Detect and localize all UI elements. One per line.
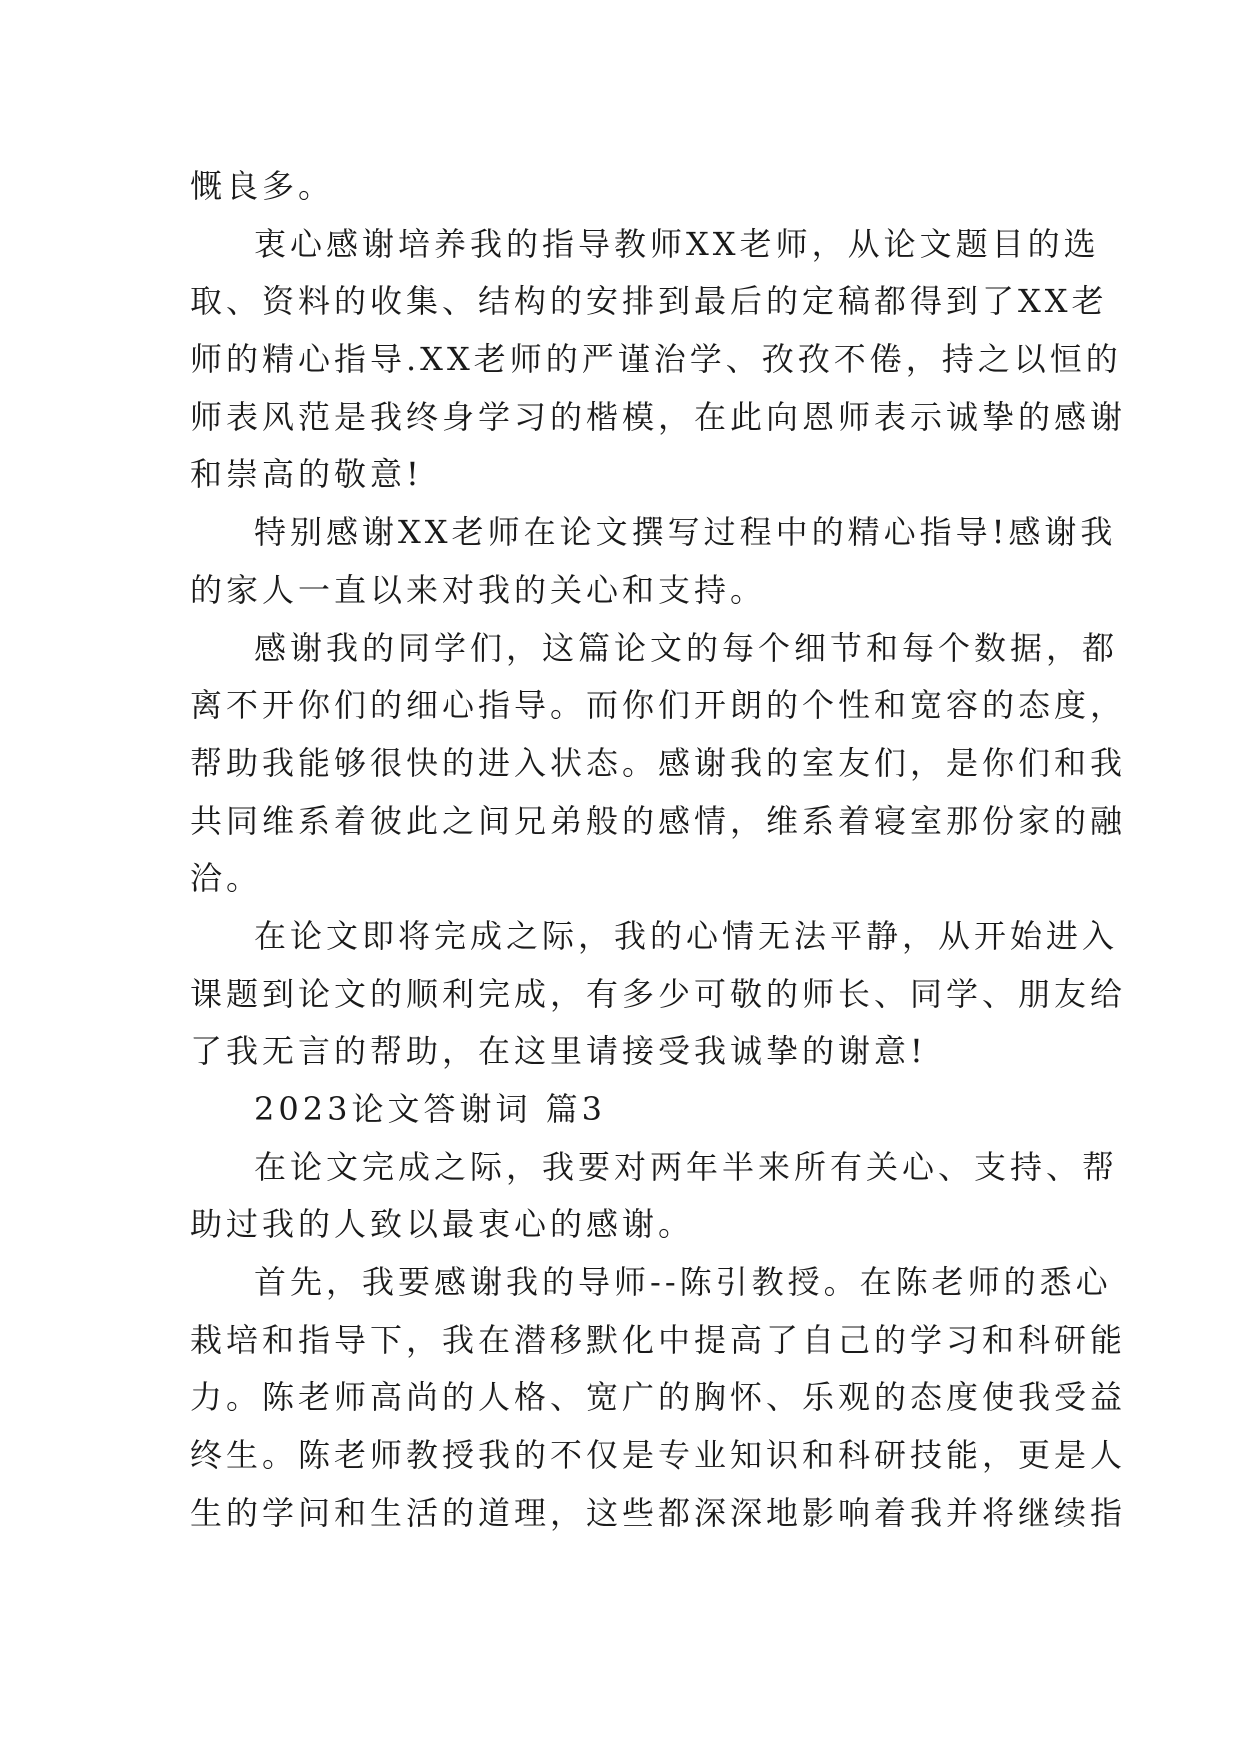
text-line: 在论文即将完成之际，我的心情无法平静，从开始进入 xyxy=(254,916,1119,955)
text-line: 感谢我的同学们，这篇论文的每个细节和每个数据，都 xyxy=(254,628,1119,667)
text-line: 师的精心指导.XX老师的严谨治学、孜孜不倦，持之以恒的 xyxy=(190,340,1122,379)
text-line: 的家人一直以来对我的关心和支持。 xyxy=(190,570,767,609)
text-line: 特别感谢XX老师在论文撰写过程中的精心指导!感谢我 xyxy=(254,513,1117,552)
text-line: 和崇高的敬意! xyxy=(190,455,423,494)
text-line: 栽培和指导下，我在潜移默化中提高了自己的学习和科研能 xyxy=(190,1320,1127,1359)
text-line: 课题到论文的顺利完成，有多少可敬的师长、同学、朋友给 xyxy=(190,974,1127,1013)
text-line: 生的学问和生活的道理，这些都深深地影响着我并将继续指 xyxy=(190,1493,1127,1532)
text-line: 力。陈老师高尚的人格、宽广的胸怀、乐观的态度使我受益 xyxy=(190,1378,1127,1417)
text-line: 在论文完成之际，我要对两年半来所有关心、支持、帮 xyxy=(254,1147,1119,1186)
text-line: 助过我的人致以最衷心的感谢。 xyxy=(190,1205,695,1244)
text-line: 首先，我要感谢我的导师--陈引教授。在陈老师的悉心 xyxy=(254,1263,1112,1302)
text-line: 洽。 xyxy=(190,859,263,898)
text-line: 离不开你们的细心指导。而你们开朗的个性和宽容的态度， xyxy=(190,686,1127,725)
text-line: 取、资料的收集、结构的安排到最后的定稿都得到了XX老 xyxy=(190,282,1108,321)
text-line: 衷心感谢培养我的指导教师XX老师，从论文题目的选 xyxy=(254,224,1100,263)
text-line: 师表风范是我终身学习的楷模，在此向恩师表示诚挚的感谢 xyxy=(190,397,1127,436)
text-line: 帮助我能够很快的进入状态。感谢我的室友们，是你们和我 xyxy=(190,743,1127,782)
text-line: 终生。陈老师教授我的不仅是专业知识和科研技能，更是人 xyxy=(190,1436,1127,1475)
text-line: 了我无言的帮助，在这里请接受我诚挚的谢意! xyxy=(190,1032,927,1071)
section-heading: 2023论文答谢词 篇3 xyxy=(254,1090,606,1128)
text-line: 共同维系着彼此之间兄弟般的感情，维系着寝室那份家的融 xyxy=(190,801,1127,840)
text-line: 慨良多。 xyxy=(190,167,335,205)
document-body xyxy=(190,158,1127,1543)
